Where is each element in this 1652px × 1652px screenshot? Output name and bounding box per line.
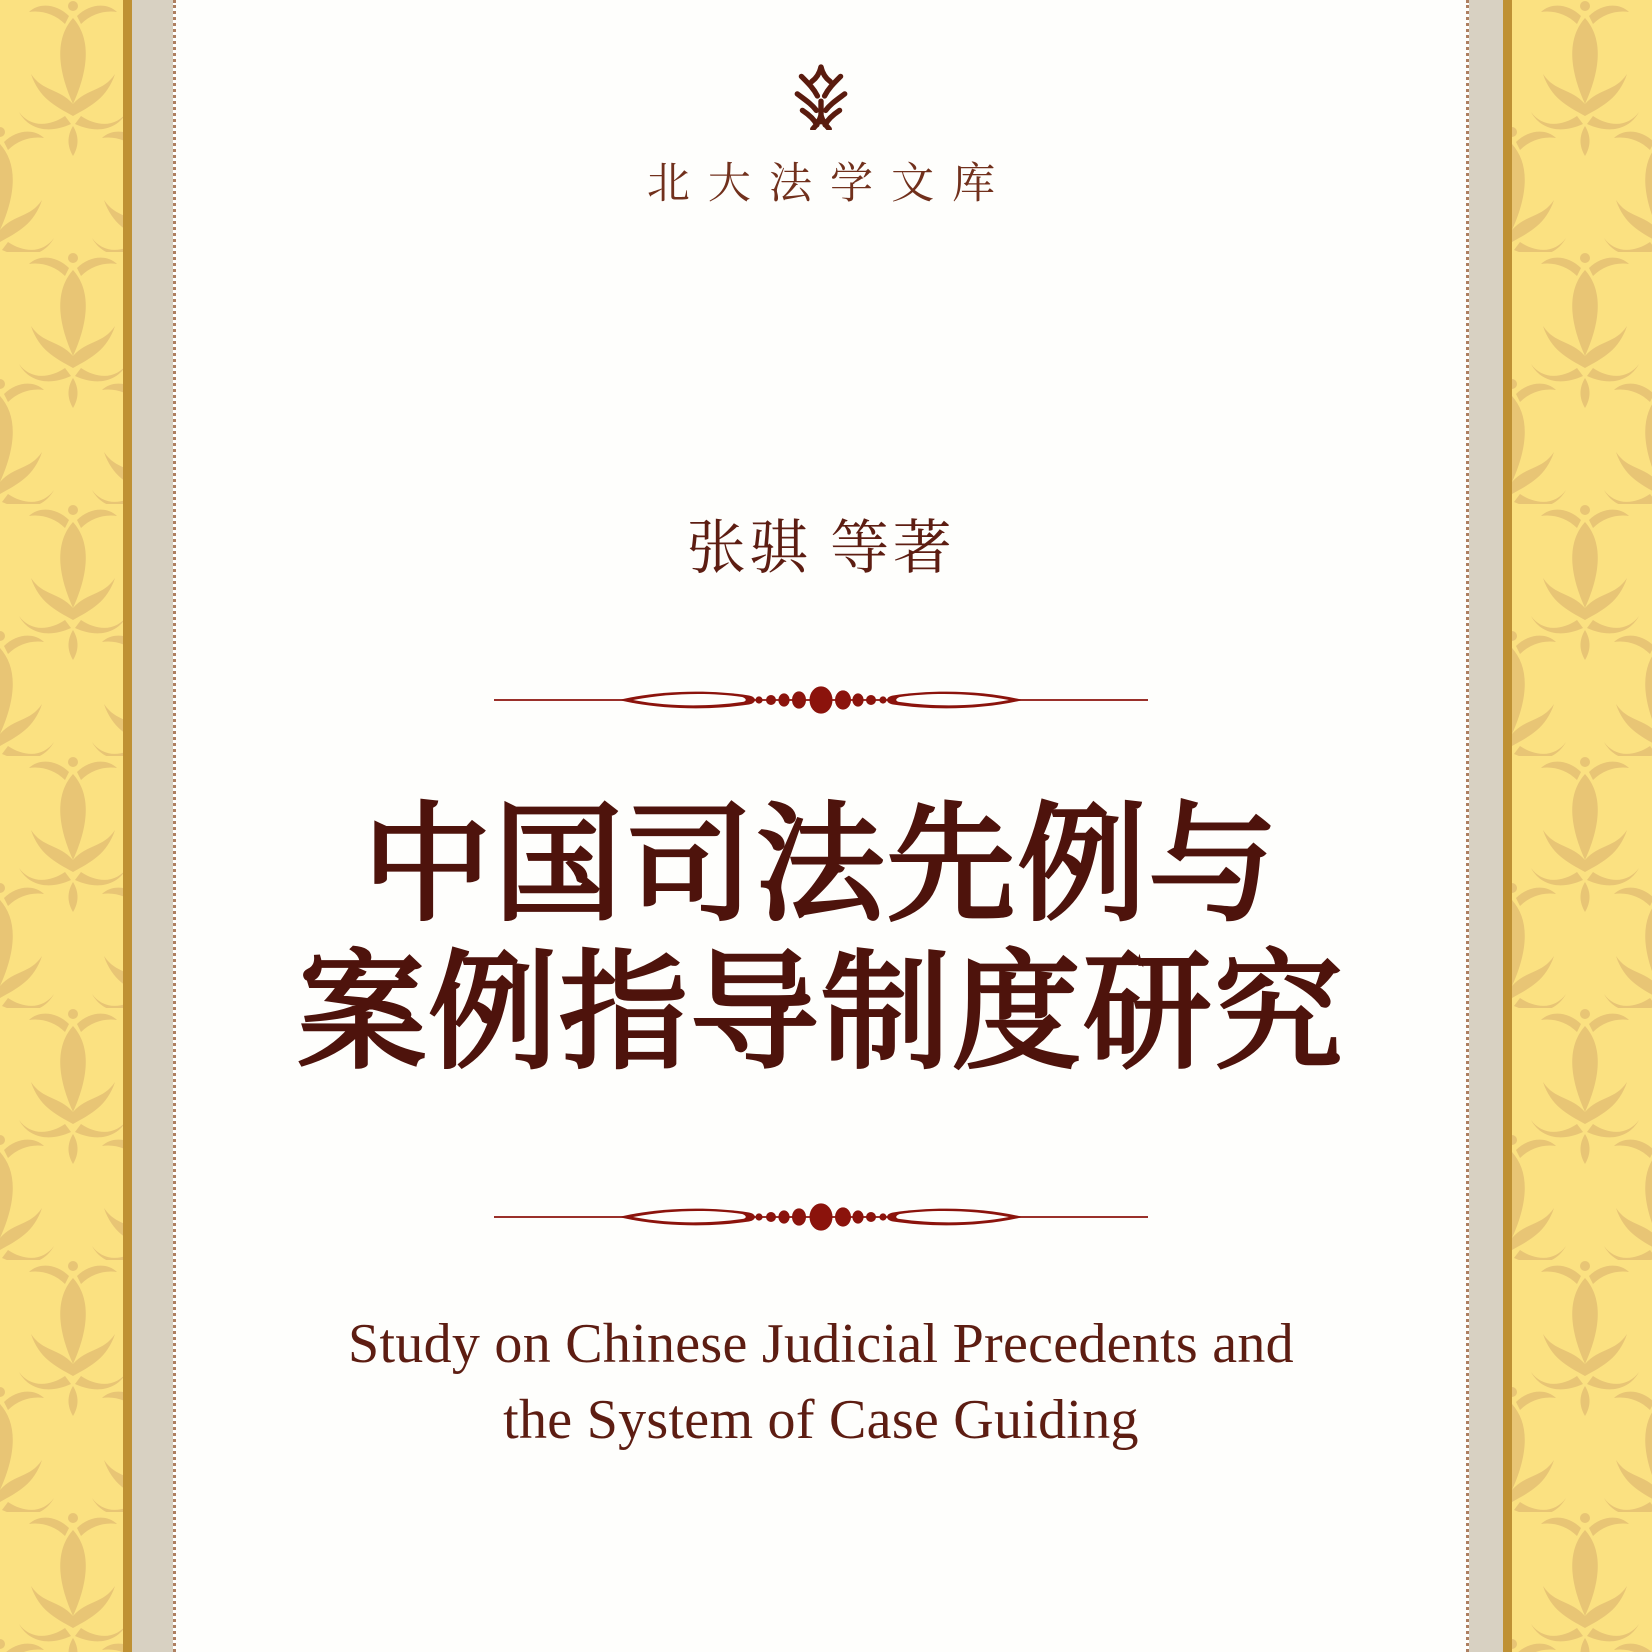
gold-frame-line-right (1503, 0, 1512, 1652)
ornamental-divider-top (491, 685, 1151, 715)
damask-border-right (1512, 0, 1652, 1652)
damask-border-left (0, 0, 123, 1652)
main-title (176, 792, 1466, 1088)
dotted-hairline-right (1466, 0, 1469, 1652)
english-title (176, 1306, 1466, 1458)
beige-frame-band-right (1469, 0, 1503, 1652)
series-label: 北大法学文库 (646, 161, 1014, 208)
gold-frame-line-left (123, 0, 132, 1652)
beige-frame-band-left (132, 0, 173, 1652)
main-title-line1: 中国司法先例与 (362, 794, 1280, 937)
author-line: 张骐 等著 (686, 515, 956, 581)
ornamental-divider-bottom (491, 1202, 1151, 1232)
english-title-line1: Study on Chinese Judicial Precedents and (348, 1313, 1294, 1375)
english-title-line2: the System of Case Guiding (503, 1389, 1139, 1451)
peking-university-logo-icon (176, 64, 1466, 135)
cover-panel (176, 0, 1466, 1652)
main-title-line2: 案例指导制度研究 (297, 942, 1345, 1085)
